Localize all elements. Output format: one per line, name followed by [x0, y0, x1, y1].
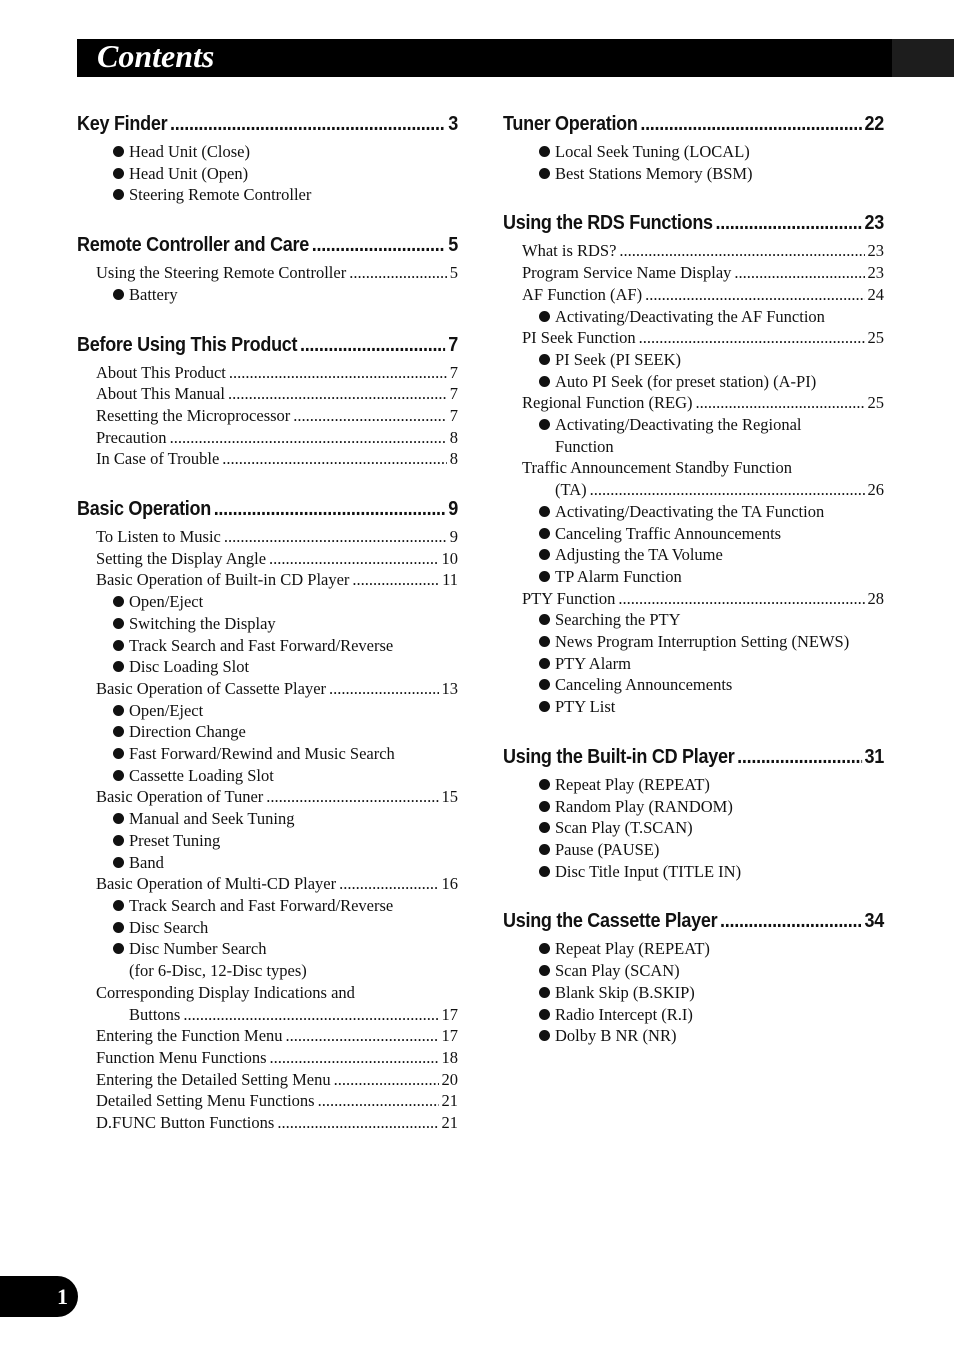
toc-entry[interactable]: Buttons ..... 17 — [77, 1004, 458, 1026]
toc-bullet[interactable]: Manual and Seek Tuning — [77, 808, 458, 830]
toc-bullet[interactable]: Activating/Deactivating the Regional — [503, 414, 884, 436]
toc-entry[interactable]: PI Seek Function ..... 25 — [503, 327, 884, 349]
bullet-icon — [539, 822, 550, 833]
bullet-icon — [113, 813, 124, 824]
toc-entry-line[interactable]: Traffic Announcement Standby Function — [522, 458, 792, 478]
bullet-icon — [539, 1030, 550, 1041]
toc-entry[interactable]: Basic Operation of Cassette Player ..... 13 — [77, 678, 458, 700]
toc-bullet[interactable]: PTY Alarm — [503, 653, 884, 675]
bullet-icon — [539, 1009, 550, 1020]
toc-entry[interactable]: Setting the Display Angle ..... 10 — [77, 548, 458, 570]
toc-entry[interactable]: PTY Function ..... 28 — [503, 588, 884, 610]
bullet-icon — [539, 965, 550, 976]
toc-bullet[interactable]: Track Search and Fast Forward/Reverse — [77, 895, 458, 917]
toc-right-column — [503, 107, 884, 1069]
bullet-icon — [113, 943, 124, 954]
toc-bullet[interactable]: Disc Loading Slot — [77, 656, 458, 678]
bullet-icon — [113, 618, 124, 629]
toc-entry[interactable]: In Case of Trouble ..... 8 — [77, 448, 458, 470]
toc-bullet[interactable]: Dolby B NR (NR) — [503, 1025, 884, 1047]
bullet-icon — [113, 640, 124, 651]
bullet-icon — [113, 189, 124, 200]
bullet-icon — [113, 770, 124, 781]
section-heading[interactable]: Before Using This Product ..... 7 — [77, 328, 458, 362]
bullet-icon — [539, 419, 550, 430]
toc-bullet[interactable]: Repeat Play (REPEAT) — [503, 774, 884, 796]
bullet-icon — [539, 844, 550, 855]
toc-bullet[interactable]: News Program Interruption Setting (NEWS) — [503, 631, 884, 653]
bullet-icon — [539, 506, 550, 517]
toc-entry[interactable]: About This Product ..... 7 — [77, 362, 458, 384]
bullet-icon — [539, 528, 550, 539]
toc-entry[interactable]: To Listen to Music ..... 9 — [77, 526, 458, 548]
toc-bullet[interactable]: Disc Search — [77, 917, 458, 939]
toc-entry[interactable]: Using the Steering Remote Controller ..... 5 — [77, 262, 458, 284]
toc-entry[interactable]: Basic Operation of Tuner ..... 15 — [77, 786, 458, 808]
toc-bullet[interactable]: Searching the PTY — [503, 609, 884, 631]
toc-entry[interactable]: AF Function (AF) ..... 24 — [503, 284, 884, 306]
toc-bullet-continuation: Function — [555, 436, 614, 456]
bullet-icon — [539, 866, 550, 877]
bullet-icon — [539, 549, 550, 560]
toc-entry[interactable]: What is RDS? ..... 23 — [503, 240, 884, 262]
toc-bullet[interactable]: Disc Number Search — [77, 938, 458, 960]
section-rds-functions — [503, 206, 884, 717]
toc-bullet[interactable]: Auto PI Seek (for preset station) (A-PI) — [503, 371, 884, 393]
toc-bullet[interactable]: Open/Eject — [77, 591, 458, 613]
bullet-icon — [539, 779, 550, 790]
toc-bullet[interactable]: Local Seek Tuning (LOCAL) — [503, 141, 884, 163]
toc-bullet[interactable]: Head Unit (Open) — [77, 163, 458, 185]
toc-bullet[interactable]: Switching the Display — [77, 613, 458, 635]
bullet-icon — [539, 636, 550, 647]
toc-bullet[interactable]: Adjusting the TA Volume — [503, 544, 884, 566]
bullet-icon — [539, 168, 550, 179]
toc-bullet[interactable]: Scan Play (SCAN) — [503, 960, 884, 982]
toc-bullet[interactable]: Battery — [77, 284, 458, 306]
bullet-icon — [113, 596, 124, 607]
bullet-icon — [539, 679, 550, 690]
toc-entry[interactable]: Entering the Function Menu ..... 17 — [77, 1025, 458, 1047]
bullet-icon — [539, 801, 550, 812]
toc-bullet[interactable]: Best Stations Memory (BSM) — [503, 163, 884, 185]
toc-entry[interactable]: About This Manual ..... 7 — [77, 383, 458, 405]
toc-bullet[interactable]: Random Play (RANDOM) — [503, 796, 884, 818]
bullet-icon — [539, 571, 550, 582]
toc-bullet[interactable]: Pause (PAUSE) — [503, 839, 884, 861]
toc-entry[interactable]: D.FUNC Button Functions ..... 21 — [77, 1112, 458, 1134]
toc-bullet[interactable]: Fast Forward/Rewind and Music Search — [77, 743, 458, 765]
bullet-icon — [113, 661, 124, 672]
header-tab — [892, 39, 954, 77]
bullet-icon — [539, 987, 550, 998]
page-number-tab — [0, 1276, 78, 1317]
section-heading[interactable]: Tuner Operation ..... 22 — [503, 107, 884, 141]
toc-bullet[interactable]: Canceling Announcements — [503, 674, 884, 696]
section-built-in-cd — [503, 740, 884, 883]
toc-bullet[interactable]: Blank Skip (B.SKIP) — [503, 982, 884, 1004]
toc-bullet[interactable]: Disc Title Input (TITLE IN) — [503, 861, 884, 883]
toc-bullet[interactable]: Head Unit (Close) — [77, 141, 458, 163]
toc-bullet[interactable]: Activating/Deactivating the TA Function — [503, 501, 884, 523]
toc-left-column — [77, 107, 458, 1156]
section-heading[interactable]: Using the RDS Functions ..... 23 — [503, 206, 884, 240]
toc-bullet[interactable]: Scan Play (T.SCAN) — [503, 817, 884, 839]
section-remote-controller — [77, 228, 458, 305]
section-heading[interactable]: Using the Built-in CD Player ..... 31 — [503, 740, 884, 774]
bullet-icon — [113, 748, 124, 759]
toc-entry[interactable]: Precaution ..... 8 — [77, 427, 458, 449]
bullet-icon — [539, 146, 550, 157]
bullet-icon — [113, 289, 124, 300]
section-cassette-player — [503, 904, 884, 1047]
section-heading[interactable]: Using the Cassette Player ..... 34 — [503, 904, 884, 938]
bullet-icon — [539, 943, 550, 954]
toc-entry[interactable]: Entering the Detailed Setting Menu ..... 20 — [77, 1069, 458, 1091]
section-basic-operation — [77, 492, 458, 1134]
section-heading[interactable]: Key Finder ..... 3 — [77, 107, 458, 141]
toc-bullet[interactable]: Track Search and Fast Forward/Reverse — [77, 635, 458, 657]
bullet-icon — [113, 900, 124, 911]
page-number: 1 — [57, 1284, 68, 1309]
toc-bullet[interactable]: PTY List — [503, 696, 884, 718]
header-bar — [77, 39, 954, 77]
bullet-icon — [539, 701, 550, 712]
bullet-icon — [539, 311, 550, 322]
toc-bullet[interactable]: Direction Change — [77, 721, 458, 743]
bullet-icon — [539, 376, 550, 387]
bullet-icon — [113, 168, 124, 179]
toc-bullet[interactable]: Repeat Play (REPEAT) — [503, 938, 884, 960]
section-heading[interactable]: Remote Controller and Care ..... 5 — [77, 228, 458, 262]
bullet-icon — [113, 857, 124, 868]
toc-bullet[interactable]: Steering Remote Controller — [77, 184, 458, 206]
bullet-icon — [113, 146, 124, 157]
toc-bullet[interactable]: PI Seek (PI SEEK) — [503, 349, 884, 371]
toc-entry[interactable]: Resetting the Microprocessor ..... 7 — [77, 405, 458, 427]
section-before-using — [77, 328, 458, 471]
toc-bullet[interactable]: Open/Eject — [77, 700, 458, 722]
toc-bullet[interactable]: Canceling Traffic Announcements — [503, 523, 884, 545]
section-key-finder — [77, 107, 458, 206]
bullet-icon — [539, 354, 550, 365]
page-title: Contents — [97, 38, 215, 74]
toc-entry[interactable]: Basic Operation of Multi-CD Player ..... 16 — [77, 873, 458, 895]
bullet-icon — [113, 726, 124, 737]
section-heading[interactable]: Basic Operation ..... 9 — [77, 492, 458, 526]
toc-entry[interactable]: (TA) ..... 26 — [503, 479, 884, 501]
section-tuner-operation — [503, 107, 884, 184]
bullet-icon — [113, 922, 124, 933]
toc-entry[interactable]: Regional Function (REG) ..... 25 — [503, 392, 884, 414]
toc-bullet[interactable]: Cassette Loading Slot — [77, 765, 458, 787]
bullet-icon — [539, 658, 550, 669]
toc-entry[interactable]: Function Menu Functions ..... 18 — [77, 1047, 458, 1069]
bullet-icon — [113, 835, 124, 846]
toc-bullet-continuation: (for 6-Disc, 12-Disc types) — [129, 961, 307, 981]
toc-bullet[interactable]: Activating/Deactivating the AF Function — [503, 306, 884, 328]
toc-entry[interactable]: Program Service Name Display ..... 23 — [503, 262, 884, 284]
toc-bullet[interactable]: Radio Intercept (R.I) — [503, 1004, 884, 1026]
toc-entry-line[interactable]: Corresponding Display Indications and — [96, 982, 355, 1002]
toc-bullet[interactable]: TP Alarm Function — [503, 566, 884, 588]
toc-entry[interactable]: Basic Operation of Built-in CD Player ..... 11 — [77, 569, 458, 591]
bullet-icon — [539, 614, 550, 625]
bullet-icon — [113, 705, 124, 716]
toc-bullet[interactable]: Preset Tuning — [77, 830, 458, 852]
toc-entry[interactable]: Detailed Setting Menu Functions ..... 21 — [77, 1090, 458, 1112]
toc-bullet[interactable]: Band — [77, 852, 458, 874]
